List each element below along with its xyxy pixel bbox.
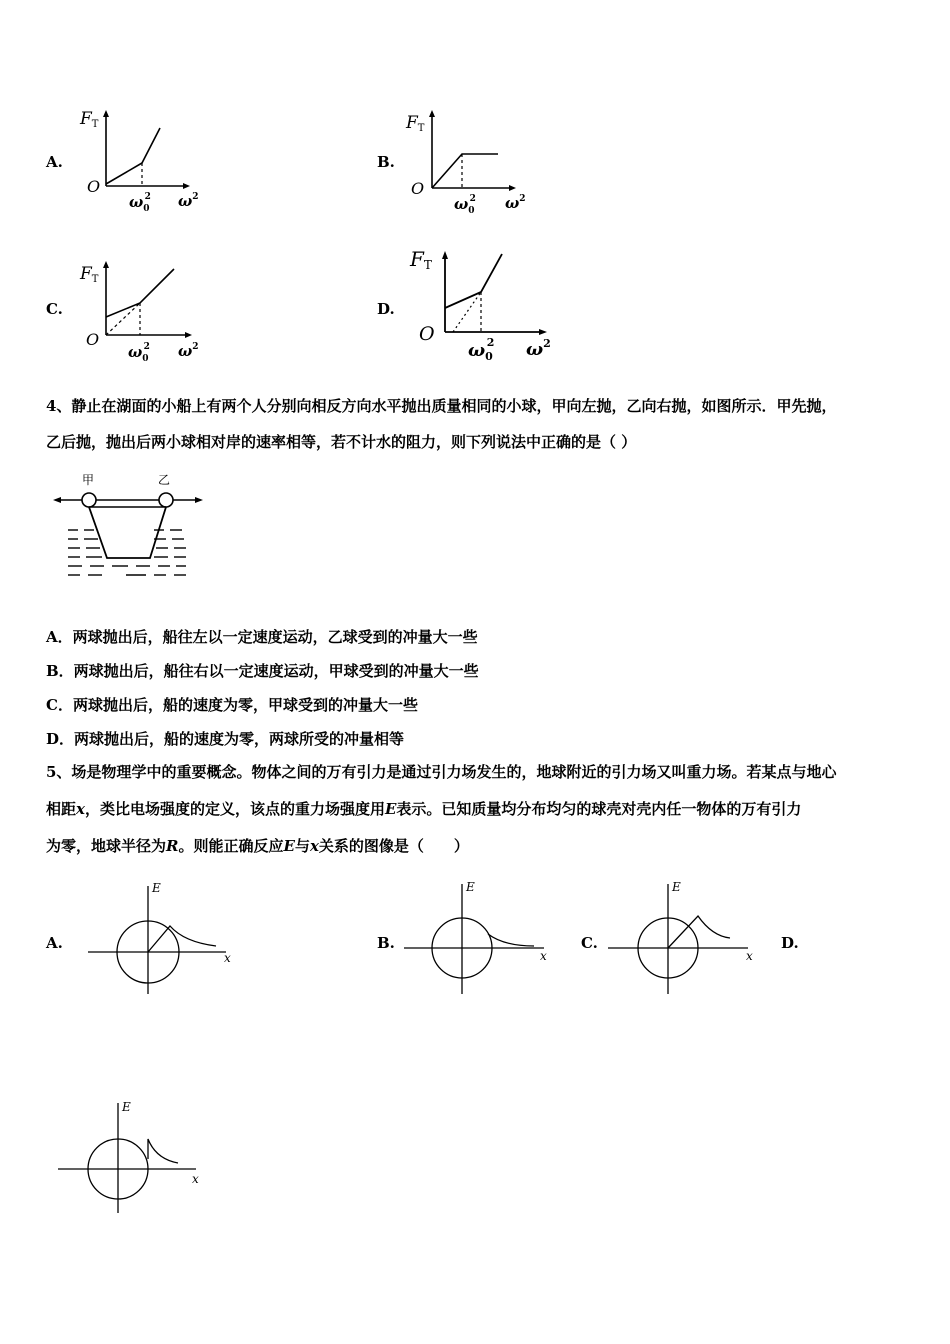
q5-option-a-label: A. (46, 934, 63, 952)
x-arrow-icon (185, 332, 192, 338)
y-arrow-icon (103, 110, 109, 117)
graph-curve (488, 934, 534, 946)
axis-y-label: FT (406, 113, 425, 134)
x-arrow-icon (183, 183, 190, 189)
q4-text-line1: 4、静止在湖面的小船上有两个人分别向相反方向水平抛出质量相同的小球，甲向左抛，乙向右抛，如图所示．甲先抛， (46, 397, 837, 415)
y-arrow-icon (429, 110, 435, 117)
axis-x-label: x (224, 951, 231, 965)
axis-x-label: $\omega^2$ (505, 194, 526, 212)
q3-option-c-label: C. (46, 300, 63, 318)
axis-y-label: E (122, 1100, 131, 1114)
label-yi: 乙 (158, 473, 171, 487)
q4-text-line2: 乙后抛，抛出后两小球相对岸的速率相等，若不计水的阻力，则下列说法中正确的是（ ） (46, 433, 637, 451)
q4-boat-figure (50, 468, 210, 580)
axis-x-label: x (746, 949, 753, 963)
graph-curve (106, 128, 160, 184)
q4-option-d: D．两球抛出后，船的速度为零，两球所受的冲量相等 (46, 730, 405, 748)
axis-x-label: $\omega^2$ (178, 192, 199, 210)
origin-label: O (419, 323, 435, 345)
q4-option-c: C．两球抛出后，船的速度为零，甲球受到的冲量大一些 (46, 696, 418, 714)
q5-text-line2: 相距x，类比电场强度的定义，该点的重力场强度用E表示。已知质量均分布均匀的球壳对壳内任一物体的万有引力 (46, 800, 802, 818)
axis-y-label: FT (80, 109, 99, 130)
q5-graph-a (86, 876, 246, 1000)
q5-option-d-label: D. (781, 934, 799, 952)
graph-curve (148, 926, 216, 952)
q5-graph-b (402, 876, 562, 1000)
axis-y-label: E (466, 880, 475, 894)
left-arrow-icon (53, 497, 61, 503)
axis-y-label: E (152, 881, 161, 895)
right-arrow-icon (195, 497, 203, 503)
graph-curve (668, 916, 730, 948)
water-lines (68, 530, 186, 575)
graph-curve (432, 154, 498, 188)
graph-curve (445, 254, 502, 308)
graph-curve (148, 1139, 178, 1163)
q5-graph-d (56, 1095, 216, 1219)
ball-jia (82, 493, 96, 507)
q5-option-c-label: C. (581, 934, 598, 952)
axis-x-label: $\omega^2$ (178, 342, 199, 360)
omega0-label: $\omega_02$ (468, 336, 495, 363)
x-arrow-icon (539, 329, 547, 335)
q3-option-a-label: A. (46, 153, 63, 171)
axis-y-label: FT (410, 247, 432, 272)
omega0-label: $\omega_02$ (454, 194, 476, 216)
x-arrow-icon (509, 185, 516, 191)
q3-option-d-label: D. (377, 300, 395, 318)
origin-label: O (86, 330, 100, 349)
q4-option-a: A．两球抛出后，船往左以一定速度运动，乙球受到的冲量大一些 (46, 628, 478, 646)
boat-hull (89, 507, 166, 558)
q3-graph-c (76, 257, 206, 365)
q3-option-b-label: B. (377, 153, 395, 171)
q4-option-b: B．两球抛出后，船往右以一定速度运动，甲球受到的冲量大一些 (46, 662, 479, 680)
omega0-label: $\omega_02$ (128, 342, 150, 364)
y-arrow-icon (103, 261, 109, 268)
axis-y-label: FT (80, 264, 99, 285)
q3-graph-d (408, 244, 558, 364)
origin-label: O (411, 179, 425, 198)
q5-option-b-label: B. (377, 934, 395, 952)
q5-graph-c (606, 876, 762, 1000)
q3-graph-a (76, 106, 206, 214)
dashed-extension (106, 303, 140, 335)
axis-x-label: $\omega^2$ (526, 337, 551, 360)
q5-text-line1: 5、场是物理学中的重要概念。物体之间的万有引力是通过引力场发生的，地球附近的引力场又叫重力场。若某点与地心 (46, 763, 837, 781)
axis-x-label: x (192, 1172, 199, 1186)
axis-y-label: E (672, 880, 681, 894)
axis-x-label: x (540, 949, 547, 963)
origin-label: O (87, 177, 101, 196)
y-arrow-icon (442, 251, 448, 259)
label-jia: 甲 (82, 473, 95, 487)
q3-graph-b (402, 106, 532, 216)
omega0-label: $\omega_02$ (129, 192, 151, 214)
ball-yi (159, 493, 173, 507)
q5-text-line3: 为零，地球半径为R。则能正确反应E与x关系的图像是（ ） (46, 837, 469, 855)
